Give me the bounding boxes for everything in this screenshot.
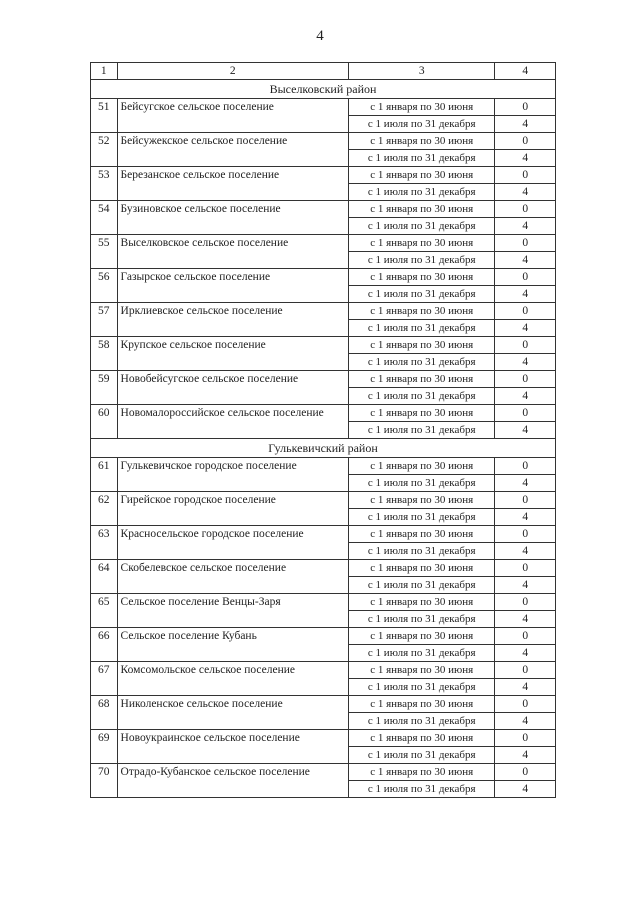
settlement-name: Красносельское городское поселение: [117, 526, 348, 560]
settlement-name: Гирейское городское поселение: [117, 492, 348, 526]
settlement-name: Отрадо-Кубанское сельское поселение: [117, 764, 348, 798]
period-cell: с 1 января по 30 июня: [348, 560, 495, 577]
table-row: [91, 269, 556, 286]
period-cell: с 1 января по 30 июня: [348, 405, 495, 422]
region-title: Выселковский район: [91, 80, 556, 99]
value-cell: 0: [495, 526, 556, 543]
row-number: 66: [91, 628, 118, 662]
value-cell: 4: [495, 252, 556, 269]
period-cell: с 1 января по 30 июня: [348, 269, 495, 286]
table-row: [91, 167, 556, 184]
value-cell: 0: [495, 235, 556, 252]
settlement-name: Комсомольское сельское поселение: [117, 662, 348, 696]
value-cell: 4: [495, 320, 556, 337]
period-cell: с 1 июля по 31 декабря: [348, 645, 495, 662]
value-cell: 4: [495, 388, 556, 405]
period-cell: с 1 июля по 31 декабря: [348, 475, 495, 492]
table-row: [91, 696, 556, 713]
settlement-name: Гулькевичское городское поселение: [117, 458, 348, 492]
value-cell: 0: [495, 371, 556, 388]
value-cell: 0: [495, 696, 556, 713]
table-row: [91, 560, 556, 577]
row-number: 67: [91, 662, 118, 696]
value-cell: 0: [495, 337, 556, 354]
period-cell: с 1 июля по 31 декабря: [348, 713, 495, 730]
settlement-name: Газырское сельское поселение: [117, 269, 348, 303]
table-row: [91, 526, 556, 543]
value-cell: 0: [495, 269, 556, 286]
value-cell: 4: [495, 611, 556, 628]
period-cell: с 1 января по 30 июня: [348, 337, 495, 354]
period-cell: с 1 января по 30 июня: [348, 526, 495, 543]
value-cell: 4: [495, 645, 556, 662]
settlement-name: Новомалороссийское сельское поселение: [117, 405, 348, 439]
period-cell: с 1 января по 30 июня: [348, 492, 495, 509]
period-cell: с 1 июля по 31 декабря: [348, 611, 495, 628]
table-row: [91, 133, 556, 150]
settlement-name: Скобелевское сельское поселение: [117, 560, 348, 594]
value-cell: 0: [495, 662, 556, 679]
table-row: [91, 99, 556, 116]
column-header: 3: [348, 63, 495, 80]
table-row: [91, 458, 556, 475]
period-cell: с 1 июля по 31 декабря: [348, 286, 495, 303]
row-number: 58: [91, 337, 118, 371]
settlement-name: Березанское сельское поселение: [117, 167, 348, 201]
period-cell: с 1 января по 30 июня: [348, 594, 495, 611]
region-header-row: [91, 439, 556, 458]
row-number: 51: [91, 99, 118, 133]
period-cell: с 1 января по 30 июня: [348, 133, 495, 150]
value-cell: 0: [495, 594, 556, 611]
row-number: 52: [91, 133, 118, 167]
table-row: [91, 730, 556, 747]
value-cell: 0: [495, 458, 556, 475]
table-row: [91, 303, 556, 320]
value-cell: 4: [495, 475, 556, 492]
value-cell: 4: [495, 577, 556, 594]
period-cell: с 1 июля по 31 декабря: [348, 150, 495, 167]
settlement-name: Новобейсугское сельское поселение: [117, 371, 348, 405]
column-header: 2: [117, 63, 348, 80]
settlement-name: Сельское поселение Венцы-Заря: [117, 594, 348, 628]
settlement-name: Николенское сельское поселение: [117, 696, 348, 730]
settlement-name: Крупское сельское поселение: [117, 337, 348, 371]
period-cell: с 1 июля по 31 декабря: [348, 320, 495, 337]
value-cell: 4: [495, 286, 556, 303]
period-cell: с 1 июля по 31 декабря: [348, 577, 495, 594]
row-number: 59: [91, 371, 118, 405]
settlement-name: Сельское поселение Кубань: [117, 628, 348, 662]
row-number: 68: [91, 696, 118, 730]
table-row: [91, 594, 556, 611]
settlement-name: Выселковское сельское поселение: [117, 235, 348, 269]
settlement-name: Бейсугское сельское поселение: [117, 99, 348, 133]
page-number: 4: [316, 28, 324, 44]
period-cell: с 1 июля по 31 декабря: [348, 543, 495, 560]
period-cell: с 1 января по 30 июня: [348, 99, 495, 116]
table-row: [91, 337, 556, 354]
settlement-name: Бейсужекское сельское поселение: [117, 133, 348, 167]
value-cell: 0: [495, 730, 556, 747]
column-header: 4: [495, 63, 556, 80]
row-number: 53: [91, 167, 118, 201]
row-number: 70: [91, 764, 118, 798]
value-cell: 0: [495, 99, 556, 116]
table-row: [91, 662, 556, 679]
period-cell: с 1 июля по 31 декабря: [348, 509, 495, 526]
row-number: 54: [91, 201, 118, 235]
value-cell: 4: [495, 150, 556, 167]
value-cell: 4: [495, 713, 556, 730]
value-cell: 0: [495, 560, 556, 577]
table-row: [91, 492, 556, 509]
value-cell: 4: [495, 116, 556, 133]
value-cell: 0: [495, 201, 556, 218]
period-cell: с 1 января по 30 июня: [348, 662, 495, 679]
period-cell: с 1 января по 30 июня: [348, 730, 495, 747]
table-body: [91, 63, 556, 798]
period-cell: с 1 июля по 31 декабря: [348, 116, 495, 133]
value-cell: 0: [495, 492, 556, 509]
value-cell: 4: [495, 422, 556, 439]
settlements-table: [90, 62, 556, 798]
period-cell: с 1 июля по 31 декабря: [348, 354, 495, 371]
column-header-row: [91, 63, 556, 80]
settlement-name: Бузиновское сельское поселение: [117, 201, 348, 235]
period-cell: с 1 июля по 31 декабря: [348, 184, 495, 201]
period-cell: с 1 июля по 31 декабря: [348, 252, 495, 269]
value-cell: 4: [495, 184, 556, 201]
value-cell: 4: [495, 679, 556, 696]
row-number: 65: [91, 594, 118, 628]
row-number: 63: [91, 526, 118, 560]
period-cell: с 1 января по 30 июня: [348, 201, 495, 218]
row-number: 61: [91, 458, 118, 492]
row-number: 64: [91, 560, 118, 594]
value-cell: 0: [495, 167, 556, 184]
value-cell: 0: [495, 303, 556, 320]
value-cell: 0: [495, 133, 556, 150]
column-header: 1: [91, 63, 118, 80]
period-cell: с 1 января по 30 июня: [348, 764, 495, 781]
value-cell: 0: [495, 764, 556, 781]
period-cell: с 1 января по 30 июня: [348, 696, 495, 713]
period-cell: с 1 июля по 31 декабря: [348, 747, 495, 764]
row-number: 57: [91, 303, 118, 337]
settlement-name: Ирклиевское сельское поселение: [117, 303, 348, 337]
value-cell: 4: [495, 543, 556, 560]
table-row: [91, 628, 556, 645]
period-cell: с 1 января по 30 июня: [348, 303, 495, 320]
period-cell: с 1 января по 30 июня: [348, 371, 495, 388]
period-cell: с 1 января по 30 июня: [348, 628, 495, 645]
value-cell: 4: [495, 509, 556, 526]
row-number: 55: [91, 235, 118, 269]
value-cell: 0: [495, 405, 556, 422]
value-cell: 4: [495, 747, 556, 764]
row-number: 56: [91, 269, 118, 303]
table-row: [91, 371, 556, 388]
period-cell: с 1 января по 30 июня: [348, 458, 495, 475]
period-cell: с 1 июля по 31 декабря: [348, 781, 495, 798]
table-row: [91, 405, 556, 422]
period-cell: с 1 января по 30 июня: [348, 235, 495, 252]
region-title: Гулькевичский район: [91, 439, 556, 458]
value-cell: 0: [495, 628, 556, 645]
row-number: 69: [91, 730, 118, 764]
period-cell: с 1 июля по 31 декабря: [348, 388, 495, 405]
period-cell: с 1 июля по 31 декабря: [348, 422, 495, 439]
table-row: [91, 235, 556, 252]
period-cell: с 1 июля по 31 декабря: [348, 679, 495, 696]
region-header-row: [91, 80, 556, 99]
table-row: [91, 764, 556, 781]
row-number: 60: [91, 405, 118, 439]
period-cell: с 1 января по 30 июня: [348, 167, 495, 184]
settlement-name: Новоукраинское сельское поселение: [117, 730, 348, 764]
value-cell: 4: [495, 354, 556, 371]
period-cell: с 1 июля по 31 декабря: [348, 218, 495, 235]
table-row: [91, 201, 556, 218]
value-cell: 4: [495, 781, 556, 798]
value-cell: 4: [495, 218, 556, 235]
row-number: 62: [91, 492, 118, 526]
